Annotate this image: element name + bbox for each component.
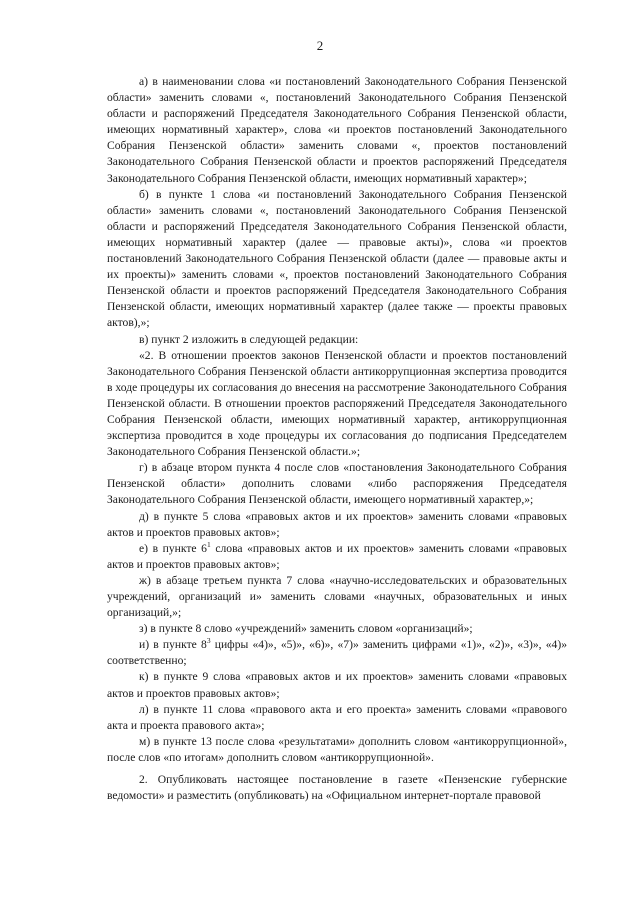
paragraph-b: б) в пункте 1 слова «и постановлений Законодательного Собрания Пензенской области» заменить словами «, постановлений Законодательного Собрания Пензенской области и распоряжений Председателя Законодательного Собрания Пензенской области, имеющих нормативный характер (далее — правовые акты)», слова «и проектов постановлений Законодательного Собрания Пензенской области (далее — правовые акты и их проекты)» заменить словами «, проектов постановлений Законодательного Собрания Пензенской области и проектов распоряжений Председателя Законодательного Собрания Пензенской области, имеющих нормативный характер (далее также — проекты правовых актов),»; [107, 187, 567, 330]
paragraph-g: г) в абзаце втором пункта 4 после слов «постановления Законодательного Собрания Пензенской области» дополнить словами «либо распоряжения Председателя Законодательного Собрания Пензенской области, имеющего нормативный характер,»; [107, 461, 567, 507]
paragraph-zh: ж) в абзаце третьем пункта 7 слова «научно-исследовательских и образовательных учреждений, организаций и» заменить словами «научных, образовательных и иных организаций,»; [107, 573, 567, 620]
paragraph-e-end: слова «правовых актов и их проектов» заменить словами «правовых актов и проектов правовых актов»; [107, 541, 567, 571]
paragraph-i-start: и) в пункте 8 [139, 638, 207, 652]
paragraph-v: в) пункт 2 изложить в следующей редакции: [139, 332, 359, 346]
paragraph-k: к) в пункте 9 слова «правовых актов и их проектов» заменить словами «правовых актов и проектов правовых актов»; [107, 670, 567, 700]
paragraph-e-start: е) в пункте 6 [139, 541, 207, 555]
document-body [107, 74, 567, 804]
paragraph-a: а) в наименовании слова «и постановлений Законодательного Собрания Пензенской области» заменить словами «, постановлений Законодательного Собрания Пензенской области и распоряжений Председателя Законодательного Собрания Пензенской области, имеющих нормативный характер», слова «и проектов постановлений Законодательного Собрания Пензенской области» заменить словами «, проектов постановлений Законодательного Собрания Пензенской области и проектов распоряжений Председателя Законодательного Собрания Пензенской области, имеющих нормативный характер»; [107, 75, 567, 185]
paragraph-l: л) в пункте 11 слова «правового акта и его проекта» заменить словами «правового акта и проекта правового акта»; [107, 702, 567, 732]
paragraph-i [107, 637, 567, 669]
superscript: 3 [206, 636, 211, 646]
paragraph-i-end: цифры «4)», «5)», «6)», «7)» заменить цифрами «1)», «2)», «3)», «4)» соответственно; [107, 638, 567, 668]
page-number: 2 [316, 38, 324, 53]
superscript: 1 [206, 539, 211, 549]
paragraph-2: 2. Опубликовать настоящее постановление в газете «Пензенские губернские ведомости» и разместить (опубликовать) на «Официальном интернет-портале правовой [107, 773, 567, 803]
paragraph-e [107, 541, 567, 573]
paragraph-z: з) в пункте 8 слово «учреждений» заменить словом «организаций»; [139, 622, 473, 636]
paragraph-m: м) в пункте 13 после слова «результатами» дополнить словом «антикоррупционной», после слов «по итогам» дополнить словом «антикоррупционной». [107, 734, 567, 764]
paragraph-d: д) в пункте 5 слова «правовых актов и их проектов» заменить словами «правовых актов и проектов правовых актов»; [107, 509, 567, 539]
paragraph-quote: «2. В отношении проектов законов Пензенской области и проектов постановлений Законодательного Собрания Пензенской области антикоррупционная экспертиза проводится в ходе процедуры их согласования до внесения на рассмотрение Законодательного Собрания Пензенской области. В отношении проектов распоряжений Председателя Законодательного Собрания Пензенской области, имеющих нормативный характер, антикоррупционная экспертиза проводится в ходе процедуры их согласования до подписания Председателем Законодательного Собрания Пензенской области.»; [107, 348, 567, 459]
